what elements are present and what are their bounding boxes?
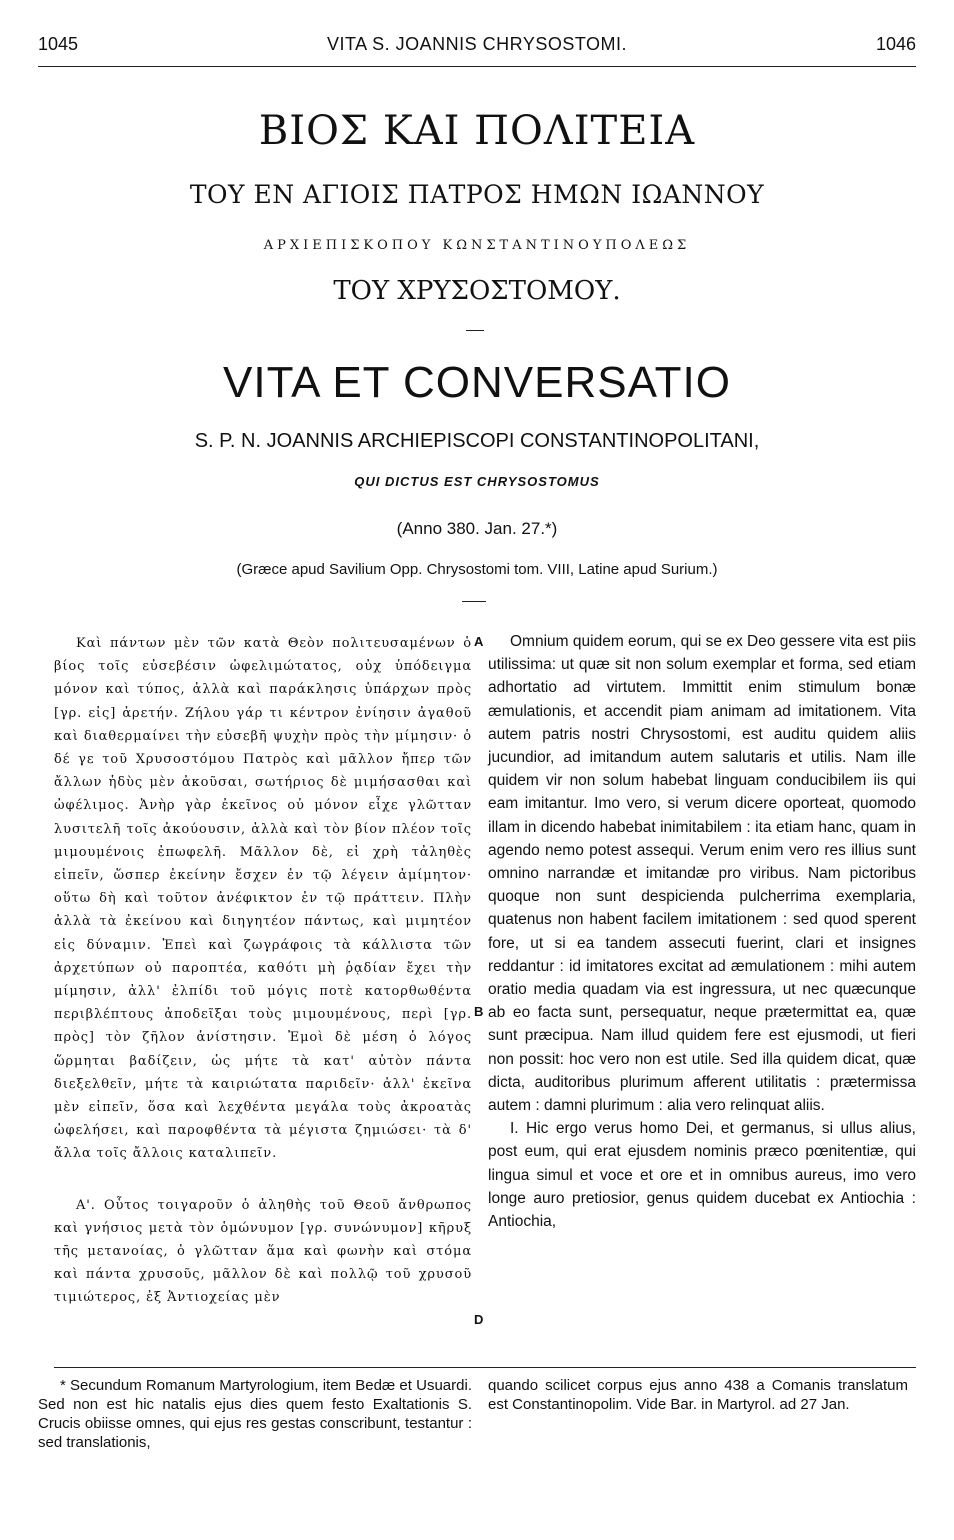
section-marker-b: B [474,1004,484,1019]
latin-title: VITA ET CONVERSATIO [223,358,731,407]
latin-paragraph-1: Omnium quidem eorum, qui se ex Deo gessere vita est piis utilissima: ut quæ sit non solum exemplar et forma, sed etiam adhortatio ad virtutem. Immittit enim stimulum bonæ æmulationis, et accendit piam animam ad imitationem. Vita autem patris nostri Chrysostomi, est auditu quidem aliis jucundior, ad imitandum autem salutaris et utilis. Nam ille quidem vir non solum habebat linguam conducibilem iis qui eam imitantur. Imo vero, si verum dicere oporteat, quomodo illam in dicendo habebat inimitabilem : ita etiam hanc, quam in agendo nemo potest assequi. Verum enim vero res illius sunt omnino narrandæ et imitandæ pro viribus. Nam pictoribus quoque non sunt despicienda pulcherrima exemplaria, quatenus non habent facilem imitationem : sed quod sperent fore, ut si ea tandem assecuti fuerint, clari et insignes reddantur : id imitatores excitat ad æmulationem : mihi autem oratio media quadam via est ingressura, ut nec quæcunque ab eo facta sunt, persequatur, neque prætermittat ea, quæ sunt præcipua. Nam illud quidem fere est ejusmodi, ut fieri non possit: hoc vero non est utile. Sed illa quidem dicat, quæ dicta, auditoribus plurimum afferent utilitatis : prætermissa autem : damni plurimum : alia vero relinquat aliis. [488,633,916,1115]
date-line: (Anno 380. Jan. 27.*) [396,519,558,538]
header-rule [38,66,916,67]
section-dash [462,601,486,602]
latin-column [488,630,916,1233]
section-marker-a: A [474,634,484,649]
latin-subtitle-1: S. P. N. JOANNIS ARCHIEPISCOPI CONSTANTINOPOLITANI, [194,430,760,452]
latin-paragraph-2: I. Hic ergo verus homo Dei, et germanus, si ullus alius, post eum, qui erat ejusdem nominis præco pœnitentiæ, qui lingua simul et voce et ore et in omnibus aureus, imo vero longe auro pretiosior, genus quidem ducebat ex Antiochia : Antiochia, [488,1120,916,1231]
page-number-left: 1045 [38,34,79,54]
greek-subtitle-1: ΤΟΥ ΕΝ ΑΓΙΟΙΣ ΠΑΤΡΟΣ ΗΜΩΝ ΙΩΑΝΝΟΥ [189,180,765,209]
footnote-right-text: quando scilicet corpus ejus anno 438 a Comanis translatum est Constantinopolim. Vide Bar. in Martyrol. ad 27 Jan. [488,1377,908,1413]
page-number-right: 1046 [875,34,916,54]
footnote-left [38,1376,472,1452]
greek-column [54,632,472,1310]
latin-subtitle-2: QUI DICTUS EST CHRYSOSTOMUS [354,474,600,489]
running-title: VITA S. JOANNIS CHRYSOSTOMI. [326,34,628,54]
footnote-rule [54,1367,916,1368]
ornamental-dash [466,330,484,331]
greek-paragraph-2: Α'. Οὗτος τοιγαροῦν ὁ ἀληθὴς τοῦ Θεοῦ ἄνθρωπος καὶ γνήσιος μετὰ τὸν ὁμώνυμον [γρ. συνώνυμον] κῆρυξ τῆς μετανοίας, ὁ γλῶτταν ἅμα καὶ φωνὴν καὶ στόμα καὶ πάντα χρυσοῦς, μᾶλλον δὲ καὶ πολλῷ τοῦ χρυσοῦ τιμιώτερος, ἐξ Ἀντιοχείας μὲν [54,1197,472,1306]
greek-title: ΒΙΟΣ ΚΑΙ ΠΟΛΙΤΕΙΑ [258,108,696,154]
greek-subtitle-3: ΤΟΥ ΧΡΥΣΟΣΤΟΜΟΥ. [333,276,621,306]
source-note: (Græce apud Savilium Opp. Chrysostomi tom. VIII, Latine apud Surium.) [236,561,718,578]
footnote-left-text: * Secundum Romanum Martyrologium, item Bedæ et Usuardi. Sed non est hic natalis ejus dies quem festo Exaltationis S. Crucis obiisse omnes, qui ejus res gestas conscribunt, testantur : sed translationis, [38,1377,472,1451]
greek-paragraph-1: Καὶ πάντων μὲν τῶν κατὰ Θεὸν πολιτευσαμένων ὁ βίος τοῖς εὐσεβέσιν ὠφελιμώτατος, οὐχ ὑπόδειγμα μόνον καὶ τύπος, ἀλλὰ καὶ παράκλησις ὑπάρχων πρὸς [γρ. εἰς] ἀρετήν. Ζήλου γάρ τι κέντρον ἐνίησιν ἀγαθοῦ καὶ διαθερμαίνει τὴν εὐσεβῆ ψυχὴν πρὸς τὴν μίμησιν· ὁ δέ γε τοῦ Χρυσοστόμου Πατρὸς καὶ μᾶλλον ἤπερ τῶν ἄλλων ἡδὺς μὲν ἀκοῦσαι, σωτήριος δὲ μιμήσασθαι καὶ ὠφέλιμος. Ἀνὴρ γὰρ ἐκεῖνος οὐ μόνον εἶχε γλῶτταν λυσιτελῆ τοῖς ἀκούουσιν, ἀλλὰ καὶ τὸν βίον πλέον τοῖς μιμουμένοις ἐπωφελῆ. Μᾶλλον δὲ, εἰ χρὴ τἀληθὲς εἰπεῖν, ὥσπερ ἐκείνην ἔσχεν ἐν τῷ λέγειν ἀμίμητον· οὕτω δὴ καὶ τοῦτον ἀνέφικτον ἐν τῷ πράττειν. Πλὴν ἀλλὰ τὰ ἐκείνου καὶ διηγητέον πάντως, καὶ μιμητέον εἰς δύναμιν. Ἐπεὶ καὶ ζωγράφοις τὰ κάλλιστα τῶν ἀρχετύπων οὐ παροπτέα, καθότι μὴ ῥᾳδίαν ἔχει τὴν μίμησιν, ἀλλ' ἐλπίδι τοῦ μόγις ποτὲ κατορθωθέντα περιβλέπτους ἀποδεῖξαι τοὺς μιμουμένους, περὶ [γρ. πρὸς] τὸν ζῆλον ἀνίστησιν. Ἐμοὶ δὲ μέση ὁ λόγος ὥρμηται βαδίζειν, ὡς μήτε τὰ κατ' αὐτὸν πάντα διεξελθεῖν, μήτε τὰ καιριώτατα παριδεῖν· ἀλλ' ἐκεῖνα μὲν εἰπεῖν, ὅσα καὶ λεχθέντα μεγάλα τοὺς ἀκροατὰς ὠφελήσει, καὶ παροφθέντα τὰ μέγιστα ζημιώσει· τὰ δ' ἄλλα τοῖς ἄλλοις καταλιπεῖν. [54,636,472,1162]
footnote-right [488,1376,908,1414]
running-header [38,34,916,60]
section-marker-d: D [474,1312,484,1327]
greek-subtitle-2: ΑΡΧΙΕΠΙΣΚΟΠΟΥ ΚΩΝΣΤΑΝΤΙΝΟΥΠΟΛΕΩΣ [263,238,691,253]
